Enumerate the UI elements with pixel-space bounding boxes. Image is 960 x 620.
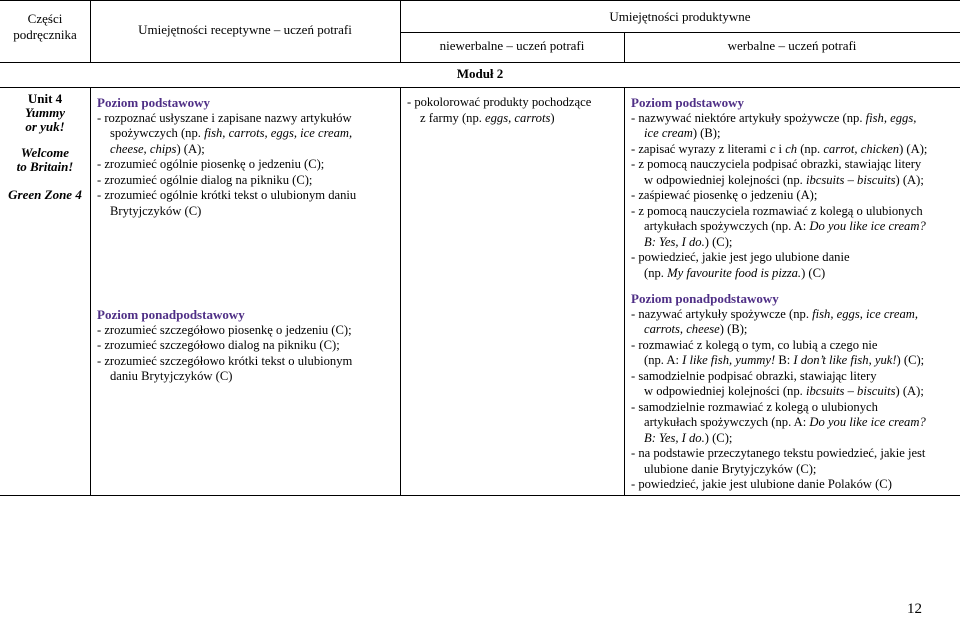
table-bottom-border <box>0 495 960 496</box>
col-divider-3b <box>624 87 625 495</box>
level-heading-basic: Poziom podstawowy <box>97 95 211 110</box>
header-col-book-parts: Części podręcznika <box>13 11 77 42</box>
page-number: 12 <box>907 601 922 617</box>
module-row-bottom-border <box>0 87 960 88</box>
productive-header-divider <box>400 32 960 33</box>
verbal-advanced: Poziom ponadpodstawowy - nazywać artykuły spożywcze (np. fish, eggs, ice cream, carrots, cheese) (B); - rozmawiać z kolegą o tym, co lubią a czego nie (np. A: I like fish, yummy! B: I don’t like fish, yuk!) (C); - samodzielnie podpisać obrazki, stawiając litery w odpowiedniej kolejności (np. ibcsuits – biscuits) (A); - samodzielnie rozmawiać z kolegą o ulubionych artykułach spożywczych (np. A: Do you like ice cream? B: Yes, I do.) (C); - na podstawie przeczytanego tekstu powiedzieć, jakie jest ulubione danie Brytyjczyków (C); - powiedzieć, jakie jest ulubione danie Polaków (C) <box>631 291 959 493</box>
verbal-basic: Poziom podstawowy - nazwywać niektóre artykuły spożywcze (np. fish, eggs, ice cream) (B); - zapisać wyrazy z literami c i ch (np. carrot, chicken) (A); - z pomocą nauczyciela podpisać obrazki, stawiając litery w odpowiedniej kolejności (np. ibcsuits – biscuits) (A); - zaśpiewać piosenkę o jedzeniu (A); - z pomocą nauczyciela rozmawiać z kolegą o ulubionych artykułach spożywczych (np. A: Do you like ice cream? B: Yes, I do.) (C); - powiedzieć, jakie jest jego ulubione danie (np. My favourite food is pizza.) (C) <box>631 95 959 281</box>
table-top-border <box>0 0 960 1</box>
receptive-basic: Poziom podstawowy - rozpoznać usłyszane i zapisane nazwy artykułów spożywczych (np. fish, carrots, eggs, ice cream, cheese, chips) (A); - zrozumieć ogólnie piosenkę o jedzeniu (C); - zrozumieć ogólnie dialog na pikniku (C); - zrozumieć ogólnie krótki tekst o ulubionym daniu Brytyjczyków (C) <box>97 95 397 219</box>
unit-label: Unit 4 Yummy or yuk! Welcome to Britain! Green Zone 4 <box>8 91 82 202</box>
module-heading: Moduł 2 <box>456 66 504 81</box>
nonverbal-skills: - pokolorować produkty pochodzące z farmy (np. eggs, carrots) <box>407 95 592 125</box>
header-productive: Umiejętności produktywne <box>609 9 751 24</box>
col-divider-1b <box>90 87 91 495</box>
receptive-advanced: Poziom ponadpodstawowy - zrozumieć szczegółowo piosenkę o jedzeniu (C); - zrozumieć szczegółowo dialog na pikniku (C); - zrozumieć szczegółowo krótki tekst o ulubionym daniu Brytyjczyków (C) <box>97 307 397 385</box>
header-col-verbal: werbalne – uczeń potrafi <box>727 38 857 53</box>
level-heading-advanced: Poziom ponadpodstawowy <box>631 291 779 306</box>
level-heading-advanced: Poziom ponadpodstawowy <box>97 307 245 322</box>
header-col-nonverbal: niewerbalne – uczeń potrafi <box>439 38 585 53</box>
header-col-receptive: Umiejętności receptywne – uczeń potrafi <box>138 22 352 37</box>
header-bottom-border <box>0 62 960 63</box>
col-divider-2b <box>400 87 401 495</box>
level-heading-basic: Poziom podstawowy <box>631 95 745 110</box>
